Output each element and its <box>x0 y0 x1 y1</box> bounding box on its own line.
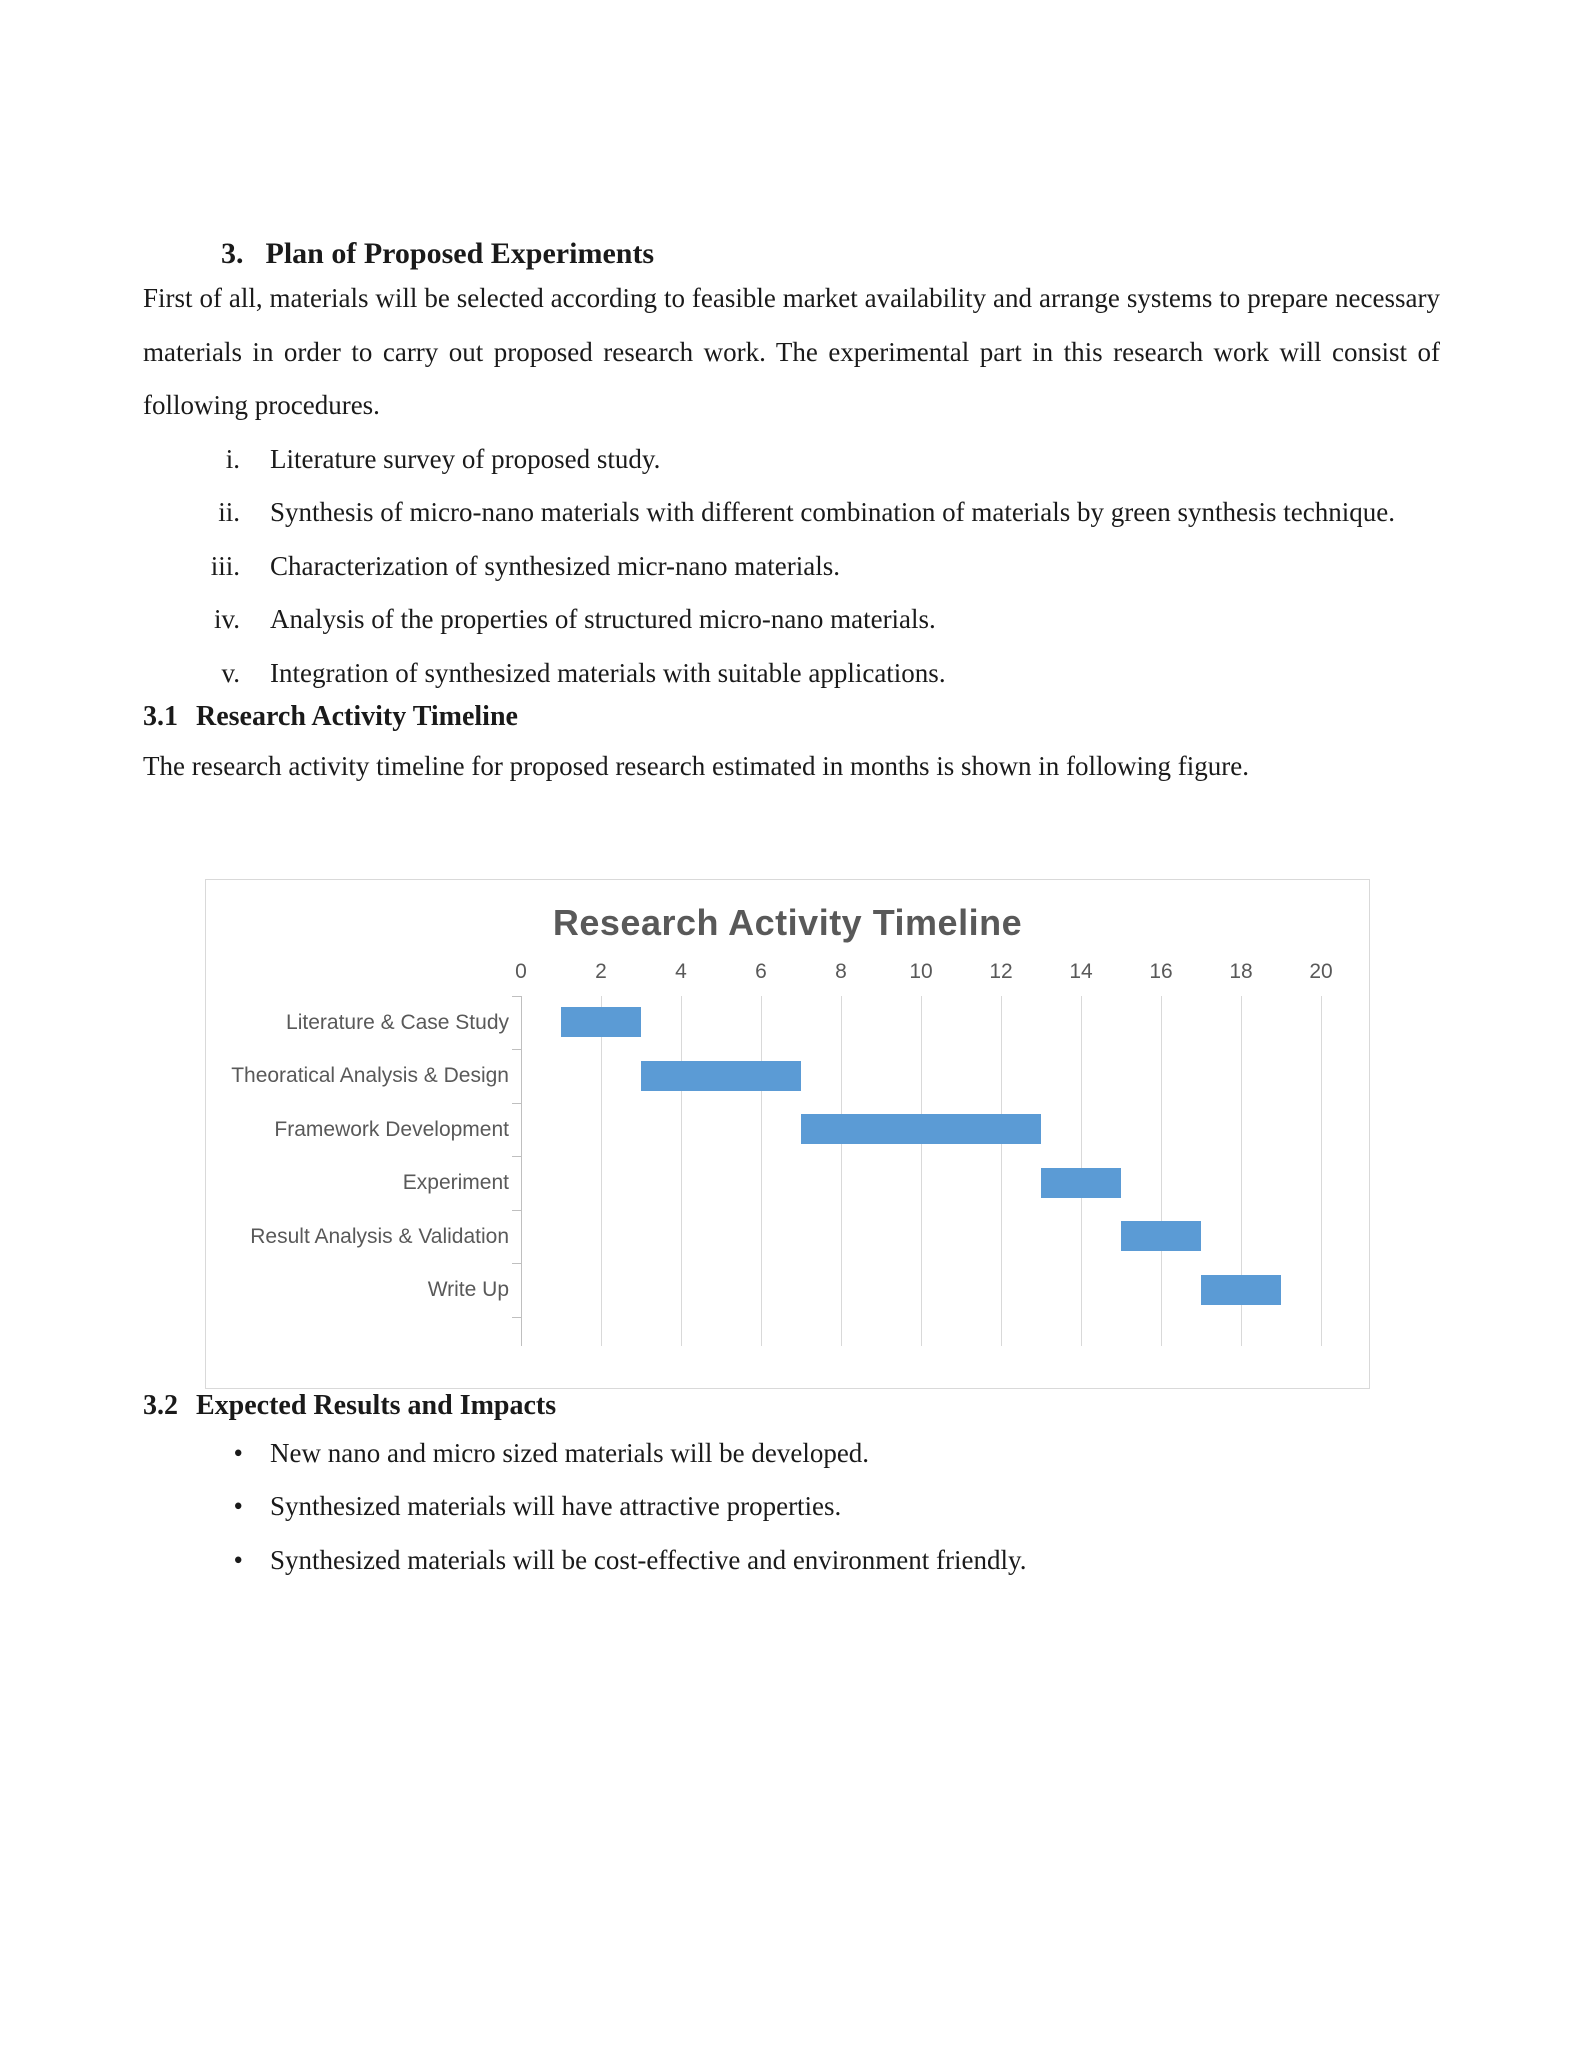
gantt-bar <box>1201 1275 1281 1305</box>
section-3-1-heading <box>143 700 1440 734</box>
procedure-item <box>143 540 1440 594</box>
procedure-text: Synthesis of micro-nano materials with different combination of materials by green synthesis technique. <box>270 497 1395 527</box>
axis-tick <box>512 996 521 997</box>
axis-tick-label: 18 <box>1229 959 1253 983</box>
bullet-icon: • <box>233 1437 243 1468</box>
gridline <box>1001 996 1002 1346</box>
axis-tick-label: 12 <box>989 959 1013 983</box>
procedure-text: Integration of synthesized materials with suitable applications. <box>270 657 946 688</box>
research-timeline-chart <box>205 879 1370 1389</box>
gantt-bar <box>641 1061 801 1091</box>
procedure-item <box>143 433 1440 487</box>
axis-tick <box>512 1103 521 1104</box>
main-heading <box>221 236 1440 272</box>
gridline <box>1161 996 1162 1346</box>
axis-tick-label: 14 <box>1069 959 1093 983</box>
bullet-icon: • <box>233 1544 243 1575</box>
category-axis-line <box>521 996 522 1346</box>
axis-tick-label: 0 <box>515 959 527 983</box>
procedure-numeral: iv. <box>214 604 240 634</box>
axis-tick <box>512 1317 521 1318</box>
procedure-item <box>143 486 1440 540</box>
gantt-bar <box>801 1114 1041 1144</box>
category-label: Literature & Case Study <box>286 1010 509 1034</box>
procedure-text: Characterization of synthesized micr-nano materials. <box>270 550 840 581</box>
main-heading-title: Plan of Proposed Experiments <box>265 237 655 270</box>
section-3-2-number: 3.2 <box>143 1389 178 1421</box>
gridline <box>921 996 922 1346</box>
main-heading-number: 3. <box>221 237 244 270</box>
section-3-2-heading <box>143 1389 1440 1423</box>
procedure-numeral: v. <box>221 657 240 688</box>
section-3-2-title: Expected Results and Impacts <box>196 1389 557 1421</box>
section-3-1-title: Research Activity Timeline <box>196 701 518 732</box>
gantt-bar <box>561 1007 641 1037</box>
chart-plot <box>521 996 1321 1346</box>
bullet-icon: • <box>233 1491 243 1521</box>
impact-text: New nano and micro sized materials will be developed. <box>270 1437 870 1468</box>
impact-item <box>143 1480 1440 1534</box>
procedures-list <box>143 433 1440 701</box>
chart-plot-wrap <box>206 996 1369 1346</box>
gridline <box>601 996 602 1346</box>
axis-tick-label: 20 <box>1309 959 1333 983</box>
procedure-numeral: iii. <box>210 550 240 581</box>
gridline <box>841 996 842 1346</box>
section-3-1-body: The research activity timeline for proposed research estimated in months is shown in following figure. <box>143 751 1249 781</box>
category-label: Result Analysis & Validation <box>250 1224 509 1248</box>
procedure-item <box>143 593 1440 647</box>
intro-paragraph: First of all, materials will be selected according to feasible market availability and arrange systems to prepare necessary materials in order to carry out proposed research work. The experimental part in this research work will consist of following procedures. <box>143 283 1440 420</box>
procedure-text: Analysis of the properties of structured micro-nano materials. <box>270 604 936 634</box>
procedure-numeral: i. <box>225 443 240 474</box>
impacts-list <box>143 1427 1440 1588</box>
impact-text: Synthesized materials will be cost-effective and environment friendly. <box>270 1544 1027 1575</box>
axis-tick <box>512 1210 521 1211</box>
axis-tick-label: 6 <box>755 959 767 983</box>
gantt-bar <box>1121 1221 1201 1251</box>
chart-tick-row <box>515 959 1333 988</box>
axis-tick <box>512 1263 521 1264</box>
procedure-numeral: ii. <box>218 497 240 527</box>
gridline <box>1321 996 1322 1346</box>
chart-category-labels <box>206 996 509 1346</box>
axis-tick-label: 8 <box>835 959 847 983</box>
impact-item <box>143 1427 1440 1481</box>
category-label: Theoratical Analysis & Design <box>231 1064 509 1087</box>
axis-tick-label: 2 <box>595 959 607 983</box>
axis-tick-label: 4 <box>675 959 687 983</box>
category-label: Write Up <box>427 1278 509 1301</box>
impact-item <box>143 1534 1440 1588</box>
chart-title: Research Activity Timeline <box>552 901 1023 943</box>
category-label: Framework Development <box>274 1117 509 1141</box>
axis-tick <box>512 1049 521 1050</box>
axis-tick <box>512 1156 521 1157</box>
gantt-bar <box>1041 1168 1121 1198</box>
axis-tick-label: 10 <box>909 959 933 983</box>
procedure-text: Literature survey of proposed study. <box>270 443 661 474</box>
category-label: Experiment <box>402 1171 509 1194</box>
impact-text: Synthesized materials will have attractive properties. <box>270 1491 842 1521</box>
gridline <box>761 996 762 1346</box>
gridline <box>681 996 682 1346</box>
procedure-item <box>143 647 1440 701</box>
axis-tick-label: 16 <box>1149 959 1173 983</box>
section-3-1-number: 3.1 <box>143 701 178 732</box>
